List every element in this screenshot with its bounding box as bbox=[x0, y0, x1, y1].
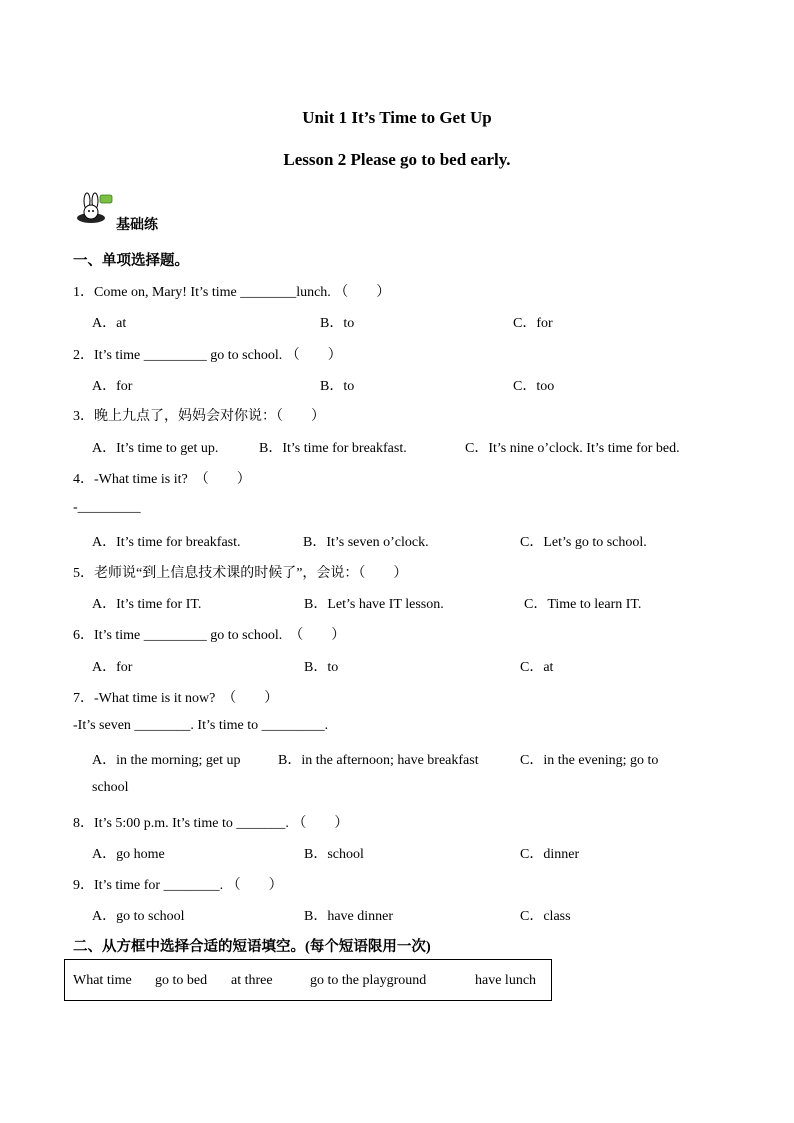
phrase-item: What time bbox=[73, 973, 132, 988]
answer-line: -It’s seven ________. It’s time to _________. bbox=[73, 718, 329, 733]
option-b: B．to bbox=[320, 379, 355, 394]
question-stem: 8．It’s 5:00 p.m. It’s time to _______. （ ） bbox=[73, 816, 349, 831]
question-stem: 3．晚上九点了，妈妈会对你说：（ ） bbox=[73, 409, 325, 424]
phrase-box bbox=[64, 959, 552, 1001]
option-c: C．for bbox=[513, 316, 553, 331]
option-a: A．It’s time to get up. bbox=[92, 441, 219, 456]
phrase-item: go to bed bbox=[155, 973, 208, 988]
option-b: B．Let’s have IT lesson. bbox=[304, 597, 444, 612]
option-c: C．Let’s go to school. bbox=[520, 535, 647, 550]
badge-label: 基础练 bbox=[116, 218, 158, 233]
option-a: A．It’s time for IT. bbox=[92, 597, 202, 612]
section1-heading: 一、单项选择题。 bbox=[73, 253, 189, 269]
option-a: A．in the morning; get up bbox=[92, 753, 241, 768]
option-b: B．It’s seven o’clock. bbox=[303, 535, 429, 550]
question-stem: 6．It’s time _________ go to school. （ ） bbox=[73, 628, 346, 643]
option-c: C．too bbox=[513, 379, 555, 394]
option-c: C．Time to learn IT. bbox=[524, 597, 642, 612]
option-a: A．for bbox=[92, 660, 133, 675]
question-stem: 4．-What time is it? （ ） bbox=[73, 472, 251, 487]
page-title: Unit 1 It’s Time to Get Up bbox=[302, 108, 492, 127]
option-a: A．at bbox=[92, 316, 127, 331]
option-c: C．dinner bbox=[520, 847, 580, 862]
option-a: A．for bbox=[92, 379, 133, 394]
bunny-icon bbox=[74, 192, 114, 226]
option-b: B．to bbox=[320, 316, 355, 331]
option-b: B．to bbox=[304, 660, 339, 675]
phrase-item: at three bbox=[231, 973, 273, 988]
option-c: C．It’s nine o’clock. It’s time for bed. bbox=[465, 441, 680, 456]
option-c: C．class bbox=[520, 909, 571, 924]
option-b: B．in the afternoon; have breakfast bbox=[278, 753, 479, 768]
question-stem: 5．老师说“到上信息技术课的时候了”，会说：（ ） bbox=[73, 566, 408, 581]
question-stem: 9．It’s time for ________. （ ） bbox=[73, 878, 283, 893]
option-b: B．have dinner bbox=[304, 909, 394, 924]
question-stem: 1．Come on, Mary! It’s time ________lunch. （ ） bbox=[73, 285, 391, 300]
option-b: B．It’s time for breakfast. bbox=[259, 441, 407, 456]
lesson-subtitle: Lesson 2 Please go to bed early. bbox=[283, 150, 511, 169]
option-a: A．go to school bbox=[92, 909, 185, 924]
answer-line: -_________ bbox=[73, 500, 141, 515]
option-c-wrap: school bbox=[92, 780, 129, 795]
section2-heading: 二、从方框中选择合适的短语填空。(每个短语限用一次) bbox=[73, 939, 431, 955]
phrase-item: go to the playground bbox=[310, 973, 427, 988]
option-b: B．school bbox=[304, 847, 364, 862]
question-stem: 7．-What time is it now? （ ） bbox=[73, 691, 279, 706]
option-c: C．at bbox=[520, 660, 554, 675]
option-a: A．It’s time for breakfast. bbox=[92, 535, 241, 550]
option-c: C．in the evening; go to bbox=[520, 753, 659, 768]
question-stem: 2．It’s time _________ go to school. （ ） bbox=[73, 348, 342, 363]
option-a: A．go home bbox=[92, 847, 165, 862]
phrase-item: have lunch bbox=[475, 973, 537, 988]
